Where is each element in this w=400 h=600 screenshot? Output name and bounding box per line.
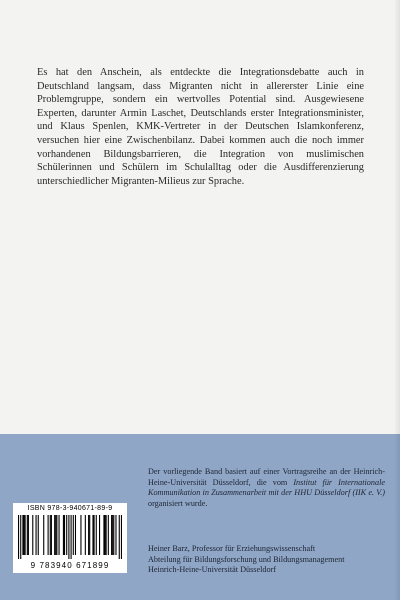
barcode-bar xyxy=(56,515,57,555)
barcode-bar xyxy=(36,515,37,555)
barcode-bar xyxy=(99,515,100,555)
barcode-bar xyxy=(96,515,97,555)
barcode-bar xyxy=(66,515,67,555)
author-line-2: Abteilung für Bildungsforschung und Bildungsmanagement xyxy=(148,554,345,564)
barcode-bar xyxy=(94,515,95,555)
barcode-bar xyxy=(43,515,44,555)
barcode-bar xyxy=(121,515,122,559)
barcode-bar xyxy=(51,515,52,555)
barcode-bar xyxy=(22,515,23,555)
barcode-bar xyxy=(71,515,72,559)
barcode-bar xyxy=(119,515,120,559)
barcode-bar xyxy=(85,515,86,555)
barcode-digits: 9 783940 671899 xyxy=(30,561,110,570)
barcode-bar xyxy=(115,515,116,555)
author-info xyxy=(148,544,388,576)
info-text-2: organisiert wurde. xyxy=(148,498,208,508)
barcode-bar xyxy=(20,515,21,559)
author-line-1: Heiner Barz, Professor für Erziehungswissenschaft xyxy=(148,544,316,553)
barcode-bar xyxy=(88,515,89,555)
barcode-bar xyxy=(38,515,39,555)
barcode-bar xyxy=(108,515,109,555)
isbn-label: ISBN 978-3-940671-89-9 xyxy=(27,505,113,512)
barcode-bar xyxy=(63,515,64,555)
barcode-bar xyxy=(80,515,81,555)
barcode-bar xyxy=(18,515,19,559)
barcode-bar xyxy=(54,515,55,555)
barcode-bar xyxy=(92,515,93,555)
barcode-bar xyxy=(75,515,76,555)
barcode-bar xyxy=(68,515,69,559)
barcode-bar xyxy=(103,515,104,555)
spine-shadow xyxy=(394,0,400,600)
blurb-text: Es hat den Anschein, als entdeckte die Integrationsdebatte auch in Deutschland langsam, dass Migranten nicht in allererster Linie eine Problemgruppe, sondern ein wertvolles Potential sind. Ausgewiesene Experten, darunter Armin Laschet, Deutschlands erster Integrationsminister, und Klaus Spenlen, KMK-Vertreter in der Deutschen Islamkonferenz, versuchen hier eine Zwischenbilanz. Dabei kommen auch die noch immer vorhandenen Bildungsbarrieren, die Integration von muslimischen Schülerinnen und Schülern im Schulalltag oder die Ausdifferenzierung unterschiedlicher Migranten-Milieus zur Sprache. xyxy=(37,67,364,187)
barcode-bar xyxy=(55,515,56,555)
info-text-1: Der vorliegende Band basiert auf einer Vortragsreihe an der Heinrich-Heine-Universität Düsseldorf, die vom xyxy=(148,467,385,487)
author-line-3: Heinrich-Heine-Universität Düsseldorf xyxy=(148,565,277,575)
barcode-bar xyxy=(32,515,33,555)
barcode-bar xyxy=(27,515,28,555)
barcode-graphic xyxy=(18,515,122,559)
barcode-bar xyxy=(50,515,51,555)
barcode-bar xyxy=(112,515,113,555)
barcode-bar xyxy=(64,515,65,555)
barcode-bar xyxy=(113,515,114,555)
barcode-bar xyxy=(28,515,29,555)
barcode-bar xyxy=(25,515,26,555)
barcode-bar xyxy=(111,515,112,555)
barcode-bar xyxy=(89,515,90,555)
publication-info xyxy=(148,467,385,509)
institute-name: Institut für Internationale Kommunikation in Zusammenarbeit mit der HHU Düsseldorf (IIK e. V.) xyxy=(148,477,385,498)
barcode-bar xyxy=(106,515,107,555)
barcode-bar xyxy=(48,515,49,555)
barcode-bar xyxy=(73,515,74,555)
barcode-bar xyxy=(104,515,105,555)
barcode-bar xyxy=(23,515,24,555)
barcode-bar xyxy=(59,515,60,555)
